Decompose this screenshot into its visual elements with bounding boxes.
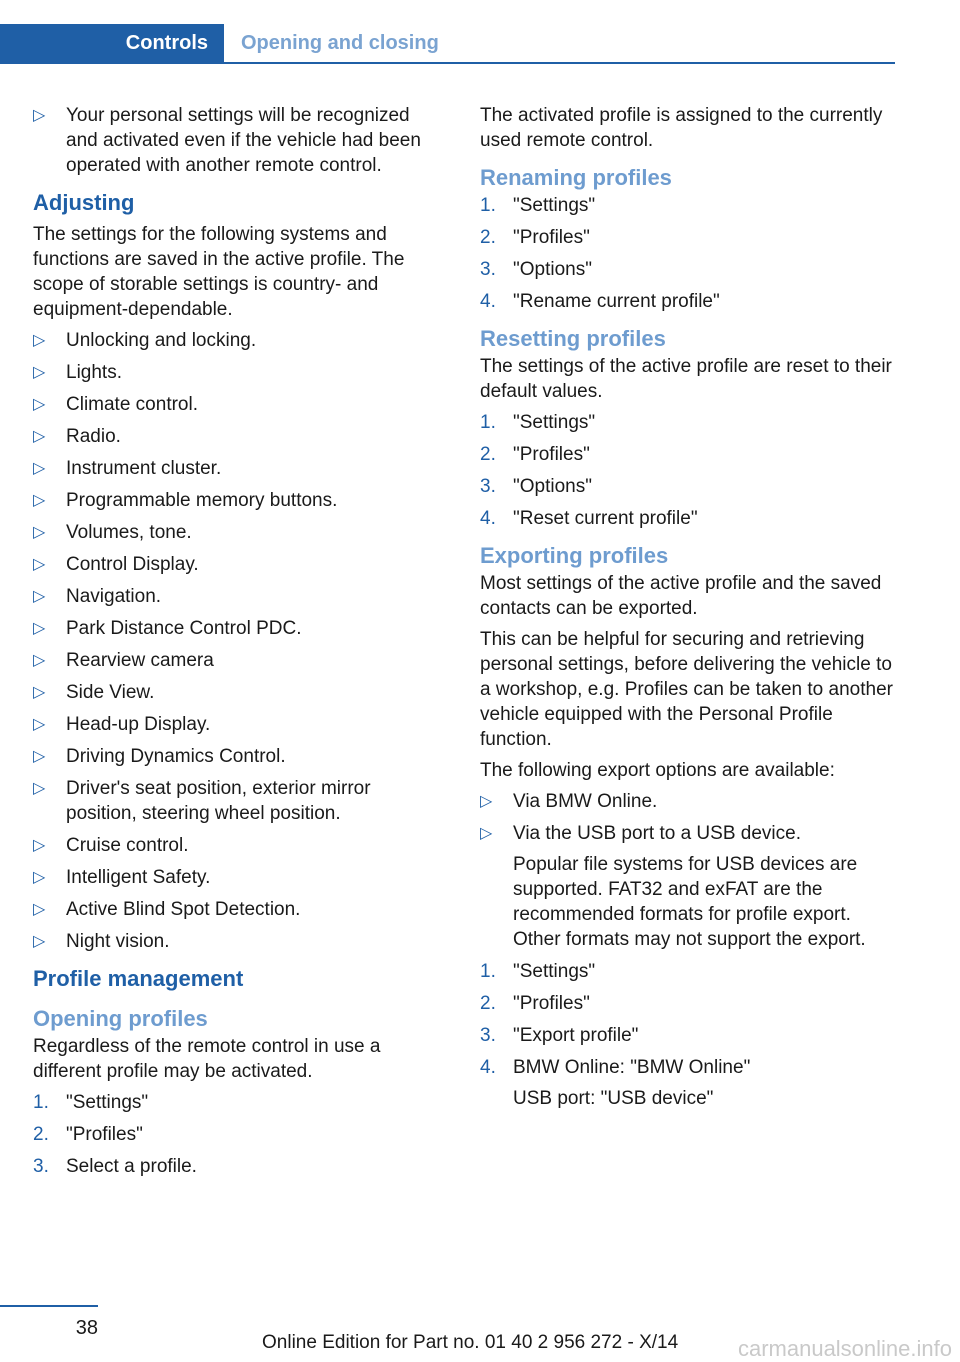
list-item: ▷ Side View. (33, 682, 155, 703)
opening-steps (33, 1090, 443, 1179)
adjusting-list (33, 328, 443, 954)
list-item: 4. "Rename current profile" (480, 291, 720, 312)
triangle-bullet-icon: ▷ (33, 556, 46, 573)
list-item: 4. "Reset current profile" (480, 508, 698, 529)
exporting-text-1: Most settings of the active profile and the saved contacts can be exported. (480, 573, 882, 619)
section-tab-opening-and-closing[interactable]: Opening and closing (241, 32, 439, 54)
triangle-bullet-icon: ▷ (33, 460, 46, 477)
list-item: ▷ Your personal settings will be recognized and activated even if the vehicle had been operated with another remote control. (33, 105, 421, 176)
list-item: ▷ Lights. (33, 362, 122, 383)
triangle-bullet-icon: ▷ (480, 825, 493, 842)
list-item: ▷ Night vision. (33, 931, 170, 952)
list-item: ▷ Cruise control. (33, 835, 189, 856)
list-item: 1. "Settings" (33, 1092, 149, 1113)
triangle-bullet-icon: ▷ (33, 652, 46, 669)
list-item: 1. "Settings" (480, 195, 596, 216)
list-item: ▷ Via BMW Online. (480, 791, 658, 812)
list-item: ▷ Instrument cluster. (33, 458, 222, 479)
triangle-bullet-icon: ▷ (33, 620, 46, 637)
list-item: ▷ Programmable memory buttons. (33, 490, 338, 511)
triangle-bullet-icon: ▷ (33, 107, 46, 124)
opening-text: Regardless of the remote control in use a different profile may be activated. (33, 1036, 381, 1082)
list-item: 3. "Options" (480, 259, 592, 280)
triangle-bullet-icon: ▷ (33, 364, 46, 381)
triangle-bullet-icon: ▷ (33, 396, 46, 413)
resetting-steps (480, 410, 895, 531)
list-item: ▷ Climate control. (33, 394, 198, 415)
usb-port-note: USB port: "USB device" (513, 1088, 714, 1109)
edition-text: Online Edition for Part no. 01 40 2 956 272 - X/14 (262, 1332, 679, 1353)
assigned-text: The activated profile is assigned to the currently used remote control. (480, 105, 883, 151)
triangle-bullet-icon: ▷ (33, 748, 46, 765)
triangle-bullet-icon: ▷ (33, 428, 46, 445)
list-item: 2. "Profiles" (480, 993, 590, 1014)
heading-resetting-profiles: Resetting profiles (480, 326, 666, 351)
list-item: 2. "Profiles" (480, 227, 590, 248)
list-item: ▷ Navigation. (33, 586, 162, 607)
triangle-bullet-icon: ▷ (33, 901, 46, 918)
triangle-bullet-icon: ▷ (33, 492, 46, 509)
list-item: 3. Select a profile. (33, 1156, 197, 1177)
triangle-bullet-icon: ▷ (480, 793, 493, 810)
triangle-bullet-icon: ▷ (33, 869, 46, 886)
list-item: ▷ Rearview camera (33, 650, 214, 671)
triangle-bullet-icon: ▷ (33, 933, 46, 950)
list-item: ▷ Radio. (33, 426, 121, 447)
list-item: 3. "Options" (480, 476, 592, 497)
footer-rule (0, 1305, 98, 1307)
resetting-text: The settings of the active profile are reset to their default values. (480, 356, 892, 402)
list-item: 1. "Settings" (480, 961, 596, 982)
list-item: ▷ Volumes, tone. (33, 522, 192, 543)
heading-adjusting: Adjusting (33, 190, 135, 215)
triangle-bullet-icon: ▷ (33, 716, 46, 733)
usb-note: Popular file systems for USB devices are supported. FAT32 and exFAT are the recommended formats for profile export. Other formats may not support the export. (513, 854, 866, 950)
list-item: ▷ Unlocking and locking. (33, 330, 257, 351)
heading-profile-management: Profile management (33, 966, 244, 991)
page-header (0, 24, 895, 64)
export-options-list (480, 789, 895, 952)
adjusting-text: The settings for the following systems and functions are saved in the active profile. The scope of storable settings is country- and equipment-dependable. (33, 224, 405, 320)
watermark: carmanualsonline.info (737, 1336, 952, 1361)
intro-list (33, 103, 443, 178)
right-column (480, 103, 895, 1118)
page-number: 38 (75, 1317, 98, 1339)
list-item: ▷ Head-up Display. (33, 714, 211, 735)
left-column (33, 103, 443, 1186)
heading-opening-profiles: Opening profiles (33, 1006, 208, 1031)
triangle-bullet-icon: ▷ (33, 684, 46, 701)
list-item: 3. "Export profile" (480, 1025, 639, 1046)
triangle-bullet-icon: ▷ (33, 588, 46, 605)
heading-renaming-profiles: Renaming profiles (480, 165, 672, 190)
list-item: ▷ Park Distance Control PDC. (33, 618, 302, 639)
list-item: 4. BMW Online: "BMW Online" USB port: "USB device" (480, 1055, 895, 1111)
renaming-steps (480, 193, 895, 314)
heading-exporting-profiles: Exporting profiles (480, 543, 669, 568)
triangle-bullet-icon: ▷ (33, 332, 46, 349)
list-item: ▷ Intelligent Safety. (33, 867, 211, 888)
exporting-text-2: This can be helpful for securing and retrieving personal settings, before delivering the vehicle to a workshop, e.g. Profiles can be taken to another vehicle equipped with the Personal Profile function. (480, 629, 893, 750)
triangle-bullet-icon: ▷ (33, 837, 46, 854)
list-item: 2. "Profiles" (33, 1124, 143, 1145)
section-tab-controls[interactable]: Controls (0, 24, 224, 62)
triangle-bullet-icon: ▷ (33, 780, 46, 797)
list-item: 2. "Profiles" (480, 444, 590, 465)
list-item: ▷ Active Blind Spot Detection. (33, 899, 301, 920)
list-item: ▷ Control Display. (33, 554, 199, 575)
exporting-text-3: The following export options are available: (480, 760, 835, 781)
export-steps (480, 959, 895, 1111)
list-item: ▷ Driver's seat position, exterior mirror position, steering wheel position. (33, 778, 371, 824)
list-item: 1. "Settings" (480, 412, 596, 433)
list-item: ▷ Driving Dynamics Control. (33, 746, 286, 767)
list-item: ▷ Via the USB port to a USB device. Popular file systems for USB devices are supported. FAT32 and exFAT are the recommended formats for profile export. Other formats may not support the export. (480, 821, 895, 952)
triangle-bullet-icon: ▷ (33, 524, 46, 541)
